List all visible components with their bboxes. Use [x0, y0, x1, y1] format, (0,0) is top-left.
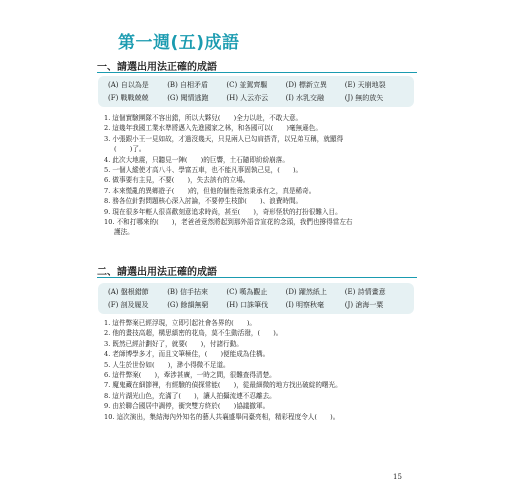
question-item: 3. 既然已經計劃好了，就要( )，付諸行動。	[104, 339, 243, 348]
page-number: 15	[393, 473, 402, 481]
section-heading-1: 一、請選出用法正確的成語	[97, 62, 217, 73]
option: (B) 信手拈來	[167, 288, 209, 296]
option: (J) 滄海一粟	[344, 301, 384, 309]
question-item-continued: ( )了。	[114, 145, 146, 154]
question-item: 10. 不和打哪來的( )，老爸爸竟然將起到那外語音宣花的念頭，我們也撐得當左右	[104, 218, 353, 227]
question-item-continued: 護法。	[114, 228, 134, 237]
option: (H) 人云亦云	[226, 94, 269, 102]
option: (F) 剖及履及	[108, 301, 149, 309]
question-item: 5. 人生於世份如( )，渺小得微不足道。	[104, 360, 230, 369]
options-box-2	[98, 283, 414, 314]
option: (G) 餘韻無窮	[167, 301, 209, 309]
question-item: 9. 現在很多年輕人很喜歡刻意追求時尚，甚至( )，奇形怪狀的打扮很難入目。	[104, 207, 342, 216]
option: (J) 無的放矢	[344, 94, 384, 102]
question-item: 5. 一個人縱使才高八斗、學富五車，也不能凡事固執己見，( )。	[104, 166, 303, 175]
option: (C) 嘆為觀止	[226, 288, 268, 296]
option: (I) 水乳交融	[285, 94, 325, 102]
section-heading-2: 二、請選出用法正確的成語	[97, 267, 217, 278]
options-box-1	[98, 76, 414, 107]
option: (A) 盤根錯節	[108, 288, 149, 296]
question-item: 6. 這件弊案( )，牽涉甚廣，一時之間，很難查得清楚。	[104, 371, 276, 380]
option: (D) 躍然紙上	[285, 288, 327, 296]
option: (H) 口誅筆伐	[226, 301, 269, 309]
option: (C) 並駕齊驅	[226, 81, 268, 89]
question-item: 2. 他的畫技高超，構思縝密的花鳥，莫不生動活潑，( )。	[104, 329, 283, 338]
question-item: 1. 這個實驗團隊不容出錯，所以大夥兒( )全力以赴，不敢大意。	[104, 114, 303, 122]
question-item: 4. 此次大地震，只聽見一陣( )的巨響，土石隨即紛紛崩落。	[104, 155, 289, 164]
option: (B) 自相矛盾	[167, 81, 209, 89]
question-item: 10. 這次演出，集結海內外知名的藝人共襄盛舉同臺亮相，精彩程度令人( )。	[104, 412, 340, 421]
question-item: 3. 小張跟小王一見如故，才過沒幾天，只見兩人已勾肩搭背，以兄弟互稱，就顯得	[104, 134, 344, 143]
option: (I) 明察秋毫	[285, 301, 325, 309]
question-item: 7. 本來慌亂的異鄉遊子( )的，但他的個性竟然秉承有之，真是稀奇。	[104, 186, 316, 195]
question-list-1	[104, 113, 422, 238]
question-item: 8. 務各位針對問題核心深入討論，不要停生枝節( )、浪費時間。	[104, 197, 303, 206]
question-item: 4. 老師博學多才，而且文筆極佳，( )便能成為佳構。	[104, 350, 270, 359]
question-item: 2. 這幾年我國工業水準將邁入先進國家之林，和各國可以( )毫無遜色。	[104, 124, 322, 133]
section-rule-1	[97, 72, 417, 73]
section-rule-2	[97, 277, 417, 278]
option: (A) 自以為是	[108, 81, 149, 89]
question-item: 7. 魔鬼藏在細節裡，有經驗的偵探常能( )，從最細微的地方找出破綻的曙光。	[104, 381, 342, 390]
page-title: 第一週(五)成語	[118, 33, 240, 53]
question-list-2	[104, 318, 422, 422]
question-item: 9. 由於聯合國居中調停，衝突雙方終於( )協議撤軍。	[104, 402, 270, 411]
option: (E) 天崩地裂	[344, 81, 386, 89]
option: (D) 標新立異	[285, 81, 327, 89]
question-item: 1. 這件弊案已經浮現，立即引起社會各界的( )。	[104, 319, 256, 327]
question-item: 6. 做事要有主見，不要( )，失去該有的立場。	[104, 176, 250, 185]
option: (G) 聞情逃跑	[167, 94, 209, 102]
option: (E) 詩情畫意	[344, 288, 386, 296]
question-item: 8. 這片湖光山色，充滿了( )，讓人拍攝流連不忍離去。	[104, 391, 276, 400]
option: (F) 戰戰兢兢	[108, 94, 149, 102]
